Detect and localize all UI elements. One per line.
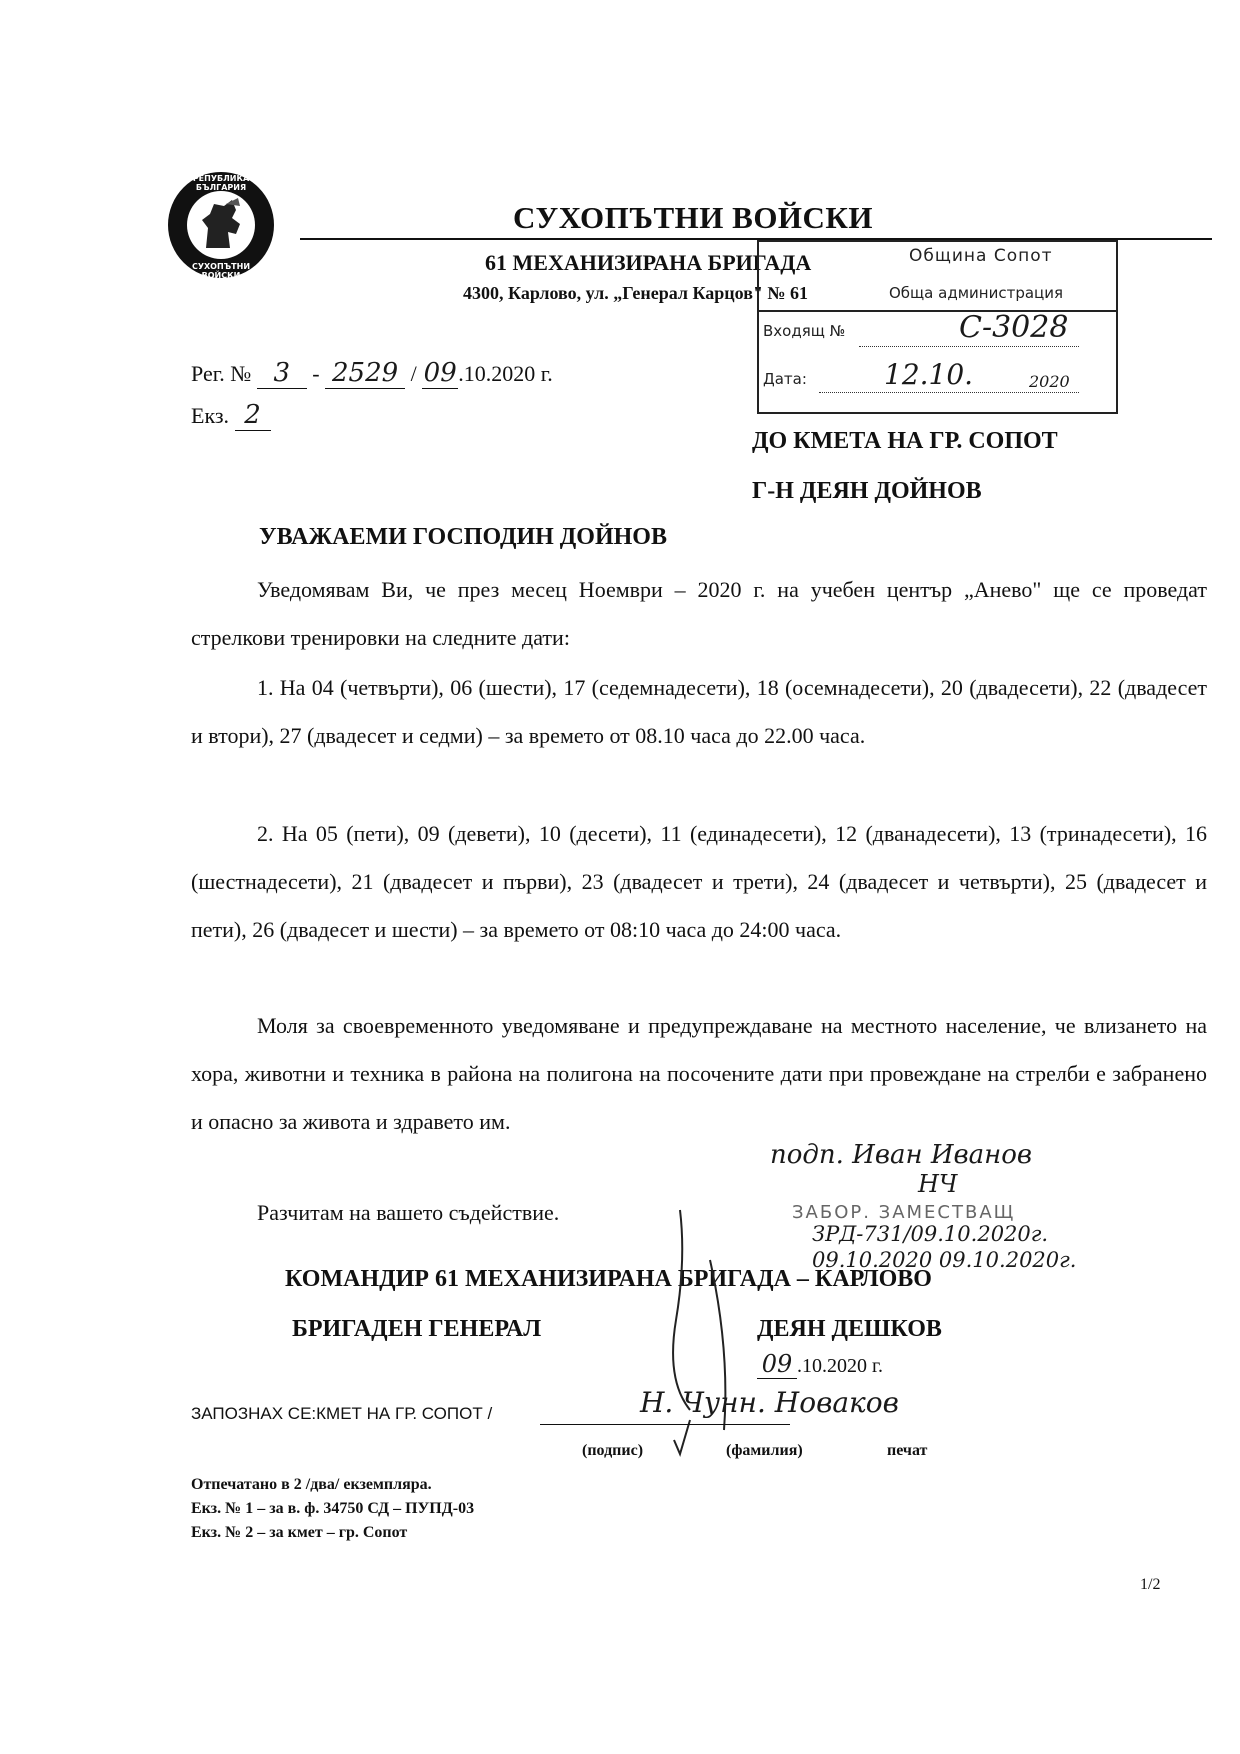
reg-date-suffix: .10.2020 г.: [458, 361, 553, 386]
body-item-2: 2. На 05 (пети), 09 (девети), 10 (десети), 11 (единадесети), 12 (дванадесети), 13 (тринадесети), 16 (шестнадесети), 21 (двадесет и първи), 23 (двадесет и трети), 24 (двадесет и четвърти), 25 (двадесет и пети), 26 (двадесет и шести) – за времето от 08:10 часа до 24:00 часа.: [191, 821, 1207, 942]
handwritten-note-1: подп. Иван Иванов: [770, 1140, 1033, 1170]
incoming-stamp: [757, 240, 1118, 414]
body-request: Моля за своевременното уведомяване и предупреждаване на местното население, че влизането на хора, животни и техника в района на полигона на посочените дати при провеждане на стрелби е забранено и опасно за живота и здравето им.: [191, 1013, 1207, 1134]
addressee-line-2: Г-Н ДЕЯН ДОЙНОВ: [752, 478, 982, 504]
reg-label: Рег. №: [191, 361, 252, 386]
ack-signature-line: [540, 1424, 790, 1425]
handwritten-note-4: 09.10.2020 09.10.2020г.: [812, 1248, 1077, 1272]
handwritten-note-2: НЧ: [918, 1170, 958, 1198]
commander-name: ДЕЯН ДЕШКОВ: [757, 1316, 942, 1342]
reg-number-2: 2529: [325, 358, 405, 389]
copy-line: [191, 400, 271, 431]
commander-title: КОМАНДИР 61 МЕХАНИЗИРАНА БРИГАДА – КАРЛОВО: [285, 1266, 932, 1292]
copy-number: 2: [235, 400, 271, 431]
stamp-date-label: Дата:: [763, 370, 807, 388]
reg-number-1: 3: [257, 358, 307, 389]
unit-address: 4300, Карлово, ул. „Генерал Карцов" № 61: [463, 283, 809, 303]
body-item-1: 1. На 04 (четвърти), 06 (шести), 17 (седемнадесети), 18 (осемнадесети), 20 (двадесети), 22 (двадесет и втори), 27 (двадесет и седми) – за времето от 08.10 часа до 22.00 часа.: [191, 675, 1207, 748]
stamp-incoming-label: Входящ №: [763, 322, 846, 340]
commander-rank: БРИГАДЕН ГЕНЕРАЛ: [292, 1316, 542, 1342]
body-closing: Разчитам на вашето съдействие.: [257, 1200, 560, 1225]
ack-seal-caption: печат: [887, 1442, 928, 1459]
commander-signature: [650, 1200, 780, 1470]
sign-date-suffix: .10.2020 г.: [797, 1355, 883, 1377]
stamp-year: 2020: [1029, 372, 1070, 391]
page-number: 1/2: [1140, 1576, 1161, 1593]
emblem-text-top: РЕПУБЛИКА БЪЛГАРИЯ: [192, 174, 250, 192]
footer-copy-2: Екз. № 2 – за кмет – гр. Сопот: [191, 1524, 408, 1541]
received-stamp-text: ЗАБОР. ЗАМЕСТВАЩ: [792, 1202, 1016, 1223]
org-title: СУХОПЪТНИ ВОЙСКИ: [513, 200, 874, 235]
emblem-text-bottom: СУХОПЪТНИ ВОЙСКИ: [191, 262, 251, 280]
ack-handwritten-name: Н. Чунн. Новаков: [640, 1386, 899, 1419]
ack-signature-caption: (подпис): [582, 1442, 644, 1459]
footer-copy-1: Екз. № 1 – за в. ф. 34750 СД – ПУПД-03: [191, 1500, 475, 1517]
handwritten-note-3: ЗРД-731/09.10.2020г.: [812, 1222, 1049, 1246]
salutation: УВАЖАЕМИ ГОСПОДИН ДОЙНОВ: [259, 524, 667, 550]
stamp-incoming-number: С-3028: [959, 310, 1069, 345]
ack-surname-caption: (фамилия): [726, 1442, 803, 1459]
addressee-line-1: ДО КМЕТА НА ГР. СОПОТ: [752, 428, 1058, 454]
stamp-date-value: 12.10.: [884, 358, 974, 391]
ack-label: ЗАПОЗНАХ СЕ:КМЕТ НА ГР. СОПОТ /: [191, 1404, 493, 1423]
stamp-department: Обща администрация: [889, 284, 1064, 302]
registration-line: Рег. № 3 - 2529 / 09.10.2020 г.: [191, 358, 553, 388]
footer-printed: Отпечатано в 2 /два/ екземпляра.: [191, 1476, 432, 1493]
stamp-municipality: Община Сопот: [909, 246, 1053, 266]
sign-day: 09: [757, 1350, 797, 1379]
copy-label: Екз.: [191, 403, 230, 428]
reg-day: 09: [423, 358, 457, 388]
unit-name: 61 МЕХАНИЗИРАНА БРИГАДА: [485, 250, 812, 275]
body-intro: Уведомявам Ви, че през месец Ноември – 2020 г. на учебен център „Анево" ще се проведат стрелкови тренировки на следните дати:: [191, 577, 1207, 650]
